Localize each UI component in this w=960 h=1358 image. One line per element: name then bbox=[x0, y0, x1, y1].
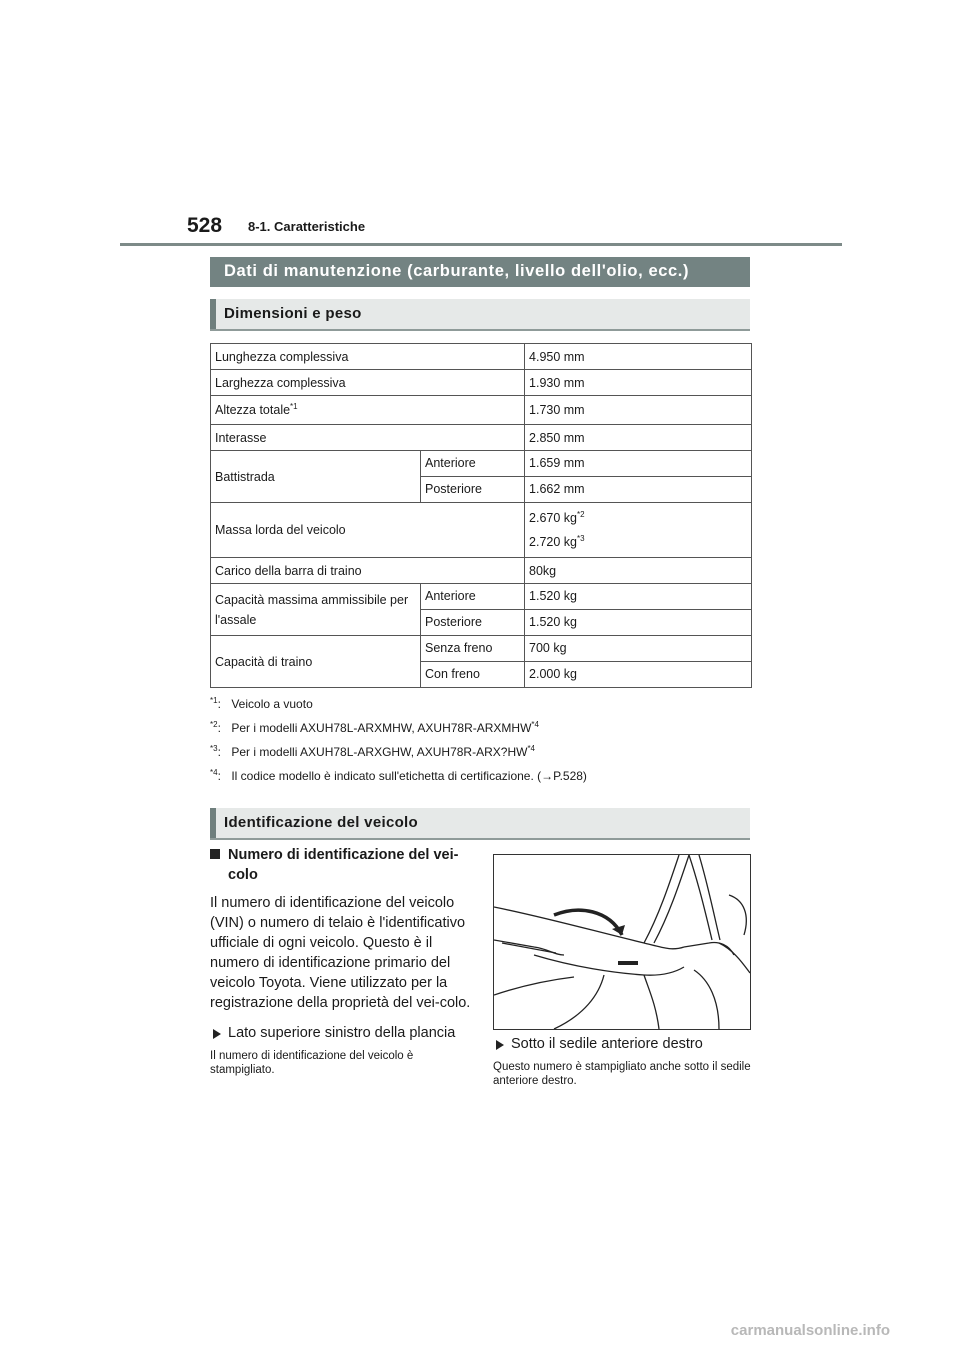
table-row bbox=[211, 503, 752, 558]
spec-value: 1.659 mm bbox=[525, 451, 752, 477]
spec-value: 700 kg bbox=[525, 636, 752, 662]
table-row bbox=[211, 451, 752, 477]
footnote-text: Il codice modello è indicato sull'etichetta di certificazione. (→P.528) bbox=[231, 769, 587, 783]
spec-sublabel: Posteriore bbox=[421, 477, 525, 503]
spec-label: Carico della barra di traino bbox=[211, 558, 525, 584]
spec-value: 4.950 mm bbox=[525, 344, 752, 370]
table-row bbox=[211, 584, 752, 610]
spec-label: Massa lorda del veicolo bbox=[211, 503, 525, 558]
spec-value: 1.520 kg bbox=[525, 584, 752, 610]
vin-location-illustration bbox=[493, 854, 751, 1030]
spec-value: 1.930 mm bbox=[525, 370, 752, 396]
spec-sublabel: Anteriore bbox=[421, 451, 525, 477]
spec-sublabel: Con freno bbox=[421, 662, 525, 688]
footnote-ref: *3 bbox=[576, 533, 585, 543]
spec-label: Larghezza complessiva bbox=[211, 370, 525, 396]
left-location-text: Lato superiore sinistro della plancia bbox=[228, 1025, 456, 1041]
footnote bbox=[210, 738, 770, 762]
table-row bbox=[211, 425, 752, 451]
subsection-identification-title: Identificazione del veicolo bbox=[224, 814, 418, 831]
spec-label: Capacità massima ammissibile per l'assale bbox=[211, 584, 421, 636]
spec-sublabel: Anteriore bbox=[421, 584, 525, 610]
vin-left-column bbox=[210, 845, 472, 1077]
footnote-key: $^{*4}$: bbox=[210, 768, 221, 783]
footnote-ref: *4 bbox=[527, 744, 535, 753]
spec-label: Capacità di traino bbox=[211, 636, 421, 688]
subsection-identification-heading bbox=[210, 808, 750, 840]
spec-value: 1.662 mm bbox=[525, 477, 752, 503]
vin-right-column bbox=[493, 854, 751, 1088]
spec-label: Interasse bbox=[211, 425, 525, 451]
table-row bbox=[211, 636, 752, 662]
footnotes bbox=[210, 690, 770, 786]
footnote-key: $^{*2}$: bbox=[210, 720, 221, 735]
spec-label: Battistrada bbox=[211, 451, 421, 503]
square-bullet-icon bbox=[210, 849, 220, 859]
subsection-dimensions-heading bbox=[210, 299, 750, 331]
spec-label-text: Altezza totale bbox=[215, 403, 291, 417]
spec-label: Lunghezza complessiva bbox=[211, 344, 525, 370]
page-number: 528 bbox=[187, 214, 223, 237]
spec-value-line: 2.670 kg bbox=[529, 511, 577, 525]
right-location-text: Sotto il sedile anteriore destro bbox=[511, 1036, 703, 1052]
footnote-ref: *2 bbox=[576, 509, 585, 519]
subsection-dimensions-title: Dimensioni e peso bbox=[224, 305, 362, 322]
right-location-bullet bbox=[493, 1036, 751, 1052]
footnote bbox=[210, 690, 770, 714]
spec-value: 2.000 kg bbox=[525, 662, 752, 688]
footnote-text: Veicolo a vuoto bbox=[231, 697, 313, 711]
triangle-bullet-icon bbox=[496, 1040, 504, 1050]
spec-label bbox=[211, 396, 525, 425]
spec-value bbox=[525, 503, 752, 558]
spec-sublabel: Senza freno bbox=[421, 636, 525, 662]
footnote-text: Per i modelli AXUH78L-ARXMHW, AXUH78R-ARXMHW bbox=[231, 721, 532, 735]
footnote-key: $^{*3}$: bbox=[210, 744, 221, 759]
table-row bbox=[211, 370, 752, 396]
footnote-ref: *1 bbox=[290, 401, 298, 411]
dashboard-illustration bbox=[494, 855, 750, 1029]
vin-description: Il numero di identificazione del veicolo (VIN) o numero di telaio è l'identificativo ufficiale di ogni veicolo. Questo è il numero di identificazione primario del veicolo Toyota. Viene utilizzato per la registrazione della proprietà del vei-colo. bbox=[210, 895, 471, 1011]
table-row bbox=[211, 344, 752, 370]
spec-value: 1.730 mm bbox=[525, 396, 752, 425]
vin-heading-text: Numero di identificazione del vei-colo bbox=[228, 847, 459, 883]
footnote bbox=[210, 714, 770, 738]
spec-value-line: 2.720 kg bbox=[529, 535, 577, 549]
site-watermark: carmanualsonline.info bbox=[730, 1322, 890, 1339]
triangle-bullet-icon bbox=[213, 1029, 221, 1039]
footnote-text: Per i modelli AXUH78L-ARXGHW, AXUH78R-ARX?HW bbox=[231, 745, 528, 759]
vin-plate-icon bbox=[618, 961, 638, 965]
left-location-bullet bbox=[210, 1025, 472, 1041]
left-location-note: Il numero di identificazione del veicolo è stampigliato. bbox=[210, 1050, 414, 1076]
right-location-note: Questo numero è stampigliato anche sotto il sedile anteriore destro. bbox=[493, 1061, 751, 1087]
vin-heading bbox=[210, 845, 472, 885]
footnote-key: $^{*1}$: bbox=[210, 696, 221, 711]
chapter-title: 8-1. Caratteristiche bbox=[248, 219, 366, 234]
spec-value: 1.520 kg bbox=[525, 610, 752, 636]
specs-table bbox=[210, 343, 752, 688]
spec-value: 2.850 mm bbox=[525, 425, 752, 451]
footnote bbox=[210, 762, 770, 786]
table-row bbox=[211, 396, 752, 425]
footnote-ref: *4 bbox=[531, 720, 539, 729]
header-rule bbox=[120, 243, 842, 246]
section-banner: Dati di manutenzione (carburante, livello dell'olio, ecc.) bbox=[210, 257, 750, 287]
table-row bbox=[211, 558, 752, 584]
spec-sublabel: Posteriore bbox=[421, 610, 525, 636]
spec-value: 80kg bbox=[525, 558, 752, 584]
